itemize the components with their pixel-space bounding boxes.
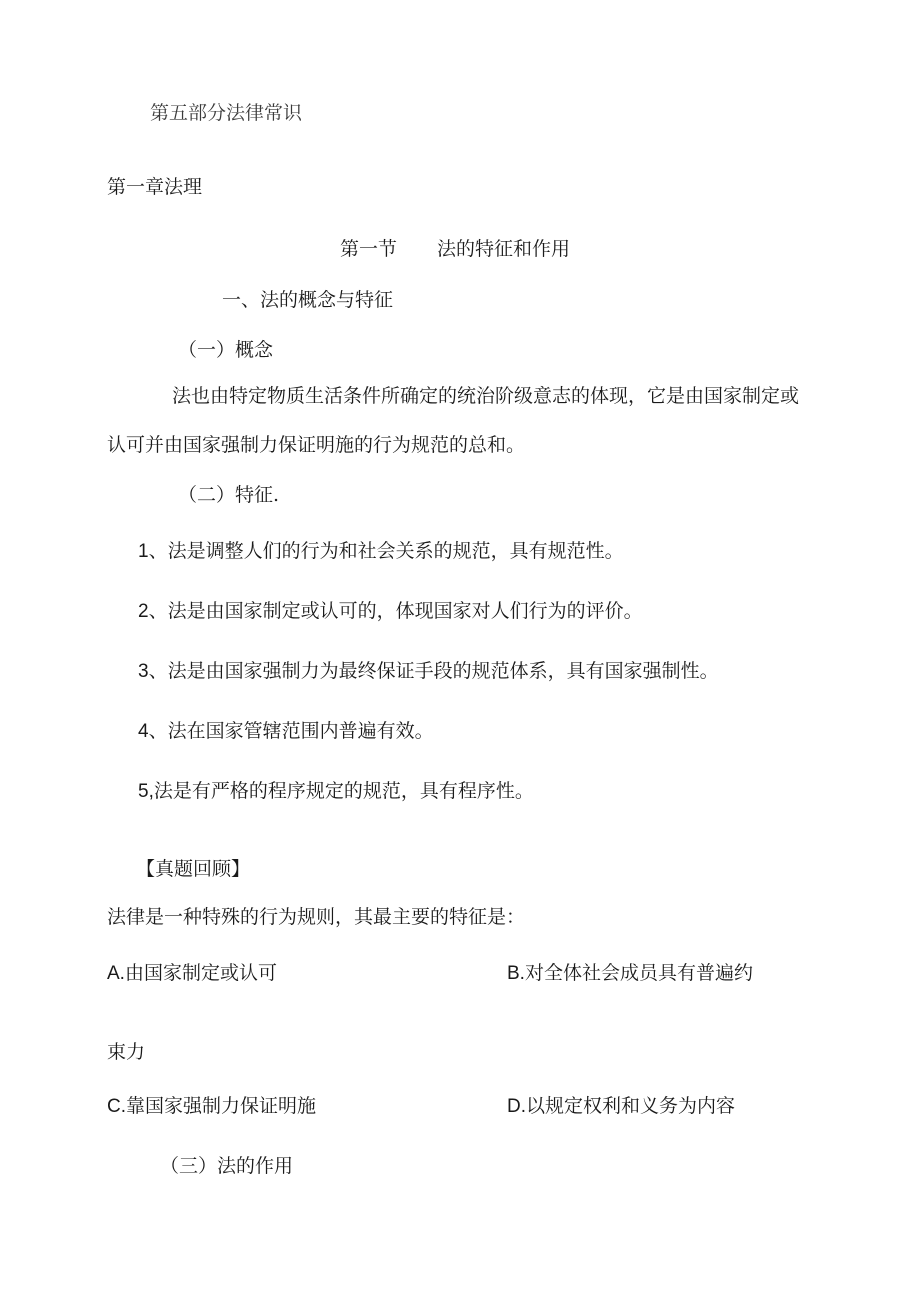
option-a <box>107 961 277 986</box>
option-c-text: 靠国家强制力保证明施 <box>126 1095 317 1117</box>
features-heading: （二）特征. <box>178 484 280 506</box>
section-name: 法的特征和作用 <box>437 238 571 260</box>
section-number: 第一节 <box>340 238 398 260</box>
feature-item <box>138 659 719 684</box>
feature-item-number: 3 <box>138 661 149 682</box>
feature-item-number: 2 <box>138 601 149 622</box>
feature-item-number: 1 <box>138 541 149 562</box>
role-heading: （三）法的作用 <box>160 1155 294 1177</box>
feature-item-number: 4 <box>138 721 149 742</box>
subsection-title: 一、法的概念与特征 <box>222 289 394 311</box>
option-d-letter: D. <box>507 1096 526 1117</box>
feature-item <box>138 539 624 564</box>
option-c-letter: C. <box>107 1096 126 1117</box>
concept-paragraph-line-1: 法也由特定物质生活条件所确定的统治阶级意志的体现，它是由国家制定或 <box>172 385 800 407</box>
option-b-continuation: 束力 <box>107 1041 146 1063</box>
option-a-text: 由国家制定或认可 <box>124 962 277 984</box>
option-c <box>107 1094 316 1119</box>
option-d-text: 以规定权利和义务为内容 <box>526 1095 736 1117</box>
feature-item-text: 、法是由国家制定或认可的，体现国家对人们行为的评价。 <box>148 600 643 622</box>
concept-paragraph-line-2: 认可并由国家强制力保证明施的行为规范的总和。 <box>107 434 526 456</box>
option-b <box>507 961 753 986</box>
feature-item-text: 、法是由国家强制力为最终保证手段的规范体系，具有国家强制性。 <box>148 660 719 682</box>
option-b-text: 对全体社会成员具有普遍约 <box>524 962 753 984</box>
chapter-title: 第一章法理 <box>107 176 203 198</box>
option-d <box>507 1094 735 1119</box>
feature-item-number: 5, <box>138 781 154 802</box>
option-b-letter: B. <box>507 963 525 984</box>
section-title <box>340 237 570 261</box>
feature-item <box>138 779 534 804</box>
feature-item-text: 法是有严格的程序规定的规范，具有程序性。 <box>153 780 534 802</box>
feature-item <box>138 599 643 624</box>
feature-item-text: 、法在国家管辖范围内普遍有效。 <box>148 720 434 742</box>
feature-item <box>138 719 434 744</box>
feature-item-text: 、法是调整人们的行为和社会关系的规范，具有规范性。 <box>148 540 624 562</box>
concept-heading: （一）概念 <box>178 339 274 361</box>
option-a-letter: A. <box>107 963 125 984</box>
review-heading: 【真题回顾】 <box>136 858 251 880</box>
part-title: 第五部分法律常识 <box>150 102 303 124</box>
review-question: 法律是一种特殊的行为规则，其最主要的特征是： <box>107 906 526 928</box>
